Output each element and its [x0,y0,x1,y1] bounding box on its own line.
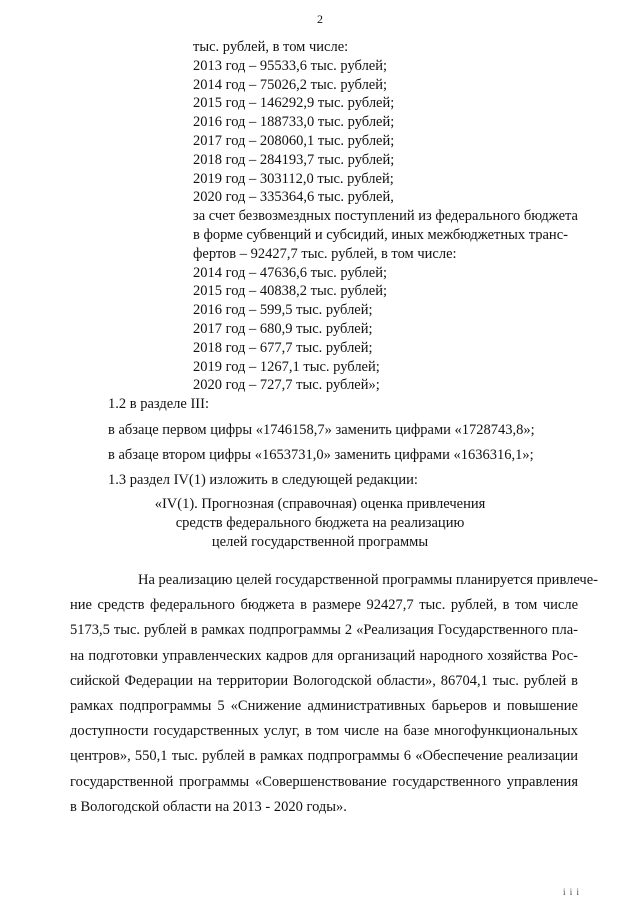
funding-list-line: 2017 год – 208060,1 тыс. рублей; [193,132,395,149]
page-number: 2 [317,12,323,26]
funding-list-line: 2020 год – 335364,6 тыс. рублей, [193,189,394,206]
funding-list-line: 2018 год – 677,7 тыс. рублей; [193,339,373,356]
section-heading [0,495,640,552]
funding-list-line: за счет безвозмездных поступлений из федерального бюджета [193,208,578,225]
main-paragraph-line: доступности государственных услуг, в том числе на базе многофункциональных [70,723,578,740]
main-paragraph-line: 5173,5 тыс. рублей в рамках подпрограммы 2 «Реализация Государственного пла- [70,622,578,639]
funding-list-line: 2015 год – 40838,2 тыс. рублей; [193,283,388,300]
main-paragraph-line: государственной программы «Совершенствование государственного управления [70,773,578,790]
funding-list-line: 2013 год – 95533,6 тыс. рублей; [193,57,388,74]
funding-list-line: в форме субвенций и субсидий, иных межбюджетных транс- [193,226,568,243]
funding-list-line: 2020 год – 727,7 тыс. рублей»; [193,377,380,394]
funding-list-line: 2019 год – 1267,1 тыс. рублей; [193,358,380,375]
main-paragraph-line: в Вологодской области на 2013 - 2020 годы». [70,798,347,815]
section-1-3: 1.3 раздел IV(1) изложить в следующей редакции: [108,472,418,488]
funding-list-line: 2014 год – 47636,6 тыс. рублей; [193,264,388,281]
funding-list-line: 2014 год – 75026,2 тыс. рублей; [193,76,388,93]
paragraph-first-amendment: в абзаце первом цифры «1746158,7» заменить цифрами «1728743,8»; [108,422,535,438]
funding-list-line: 2019 год – 303112,0 тыс. рублей; [193,170,394,187]
funding-list-line: 2017 год – 680,9 тыс. рублей; [193,320,373,337]
section-heading-line: «IV(1). Прогнозная (справочная) оценка привлечения [154,496,486,512]
funding-list-line: 2016 год – 188733,0 тыс. рублей; [193,114,395,131]
section-heading-line: целей государственной программы [211,534,429,550]
main-paragraph-line: рамках подпрограммы 5 «Снижение административных барьеров и повышение [70,698,578,715]
corner-mark: і і і [562,887,580,897]
main-paragraph-line: сийской Федерации на территории Вологодской области», 86704,1 тыс. рублей в [70,672,578,689]
funding-list-line: 2015 год – 146292,9 тыс. рублей; [193,95,395,112]
funding-list-line: тыс. рублей, в том числе: [193,39,349,55]
section-1-2: 1.2 в разделе III: [108,396,209,412]
funding-list-line: 2016 год – 599,5 тыс. рублей; [193,302,373,319]
main-paragraph-line: на подготовки управленческих кадров для организаций народного хозяйства Рос- [70,647,578,664]
funding-list-line: фертов – 92427,7 тыс. рублей, в том числе: [193,245,457,262]
main-paragraph-line: На реализацию целей государственной программы планируется привлече- [138,572,598,588]
main-paragraph-line: ние средств федерального бюджета в размере 92427,7 тыс. рублей, в том числе [70,597,578,614]
paragraph-second-amendment: в абзаце втором цифры «1653731,0» заменить цифрами «1636316,1»; [108,447,534,463]
main-paragraph-line: центров», 550,1 тыс. рублей в рамках подпрограммы 6 «Обеспечение реализации [70,748,578,765]
funding-list-line: 2018 год – 284193,7 тыс. рублей; [193,151,395,168]
funding-list [193,38,578,395]
main-paragraph [70,568,598,820]
section-heading-line: средств федерального бюджета на реализацию [175,515,465,531]
